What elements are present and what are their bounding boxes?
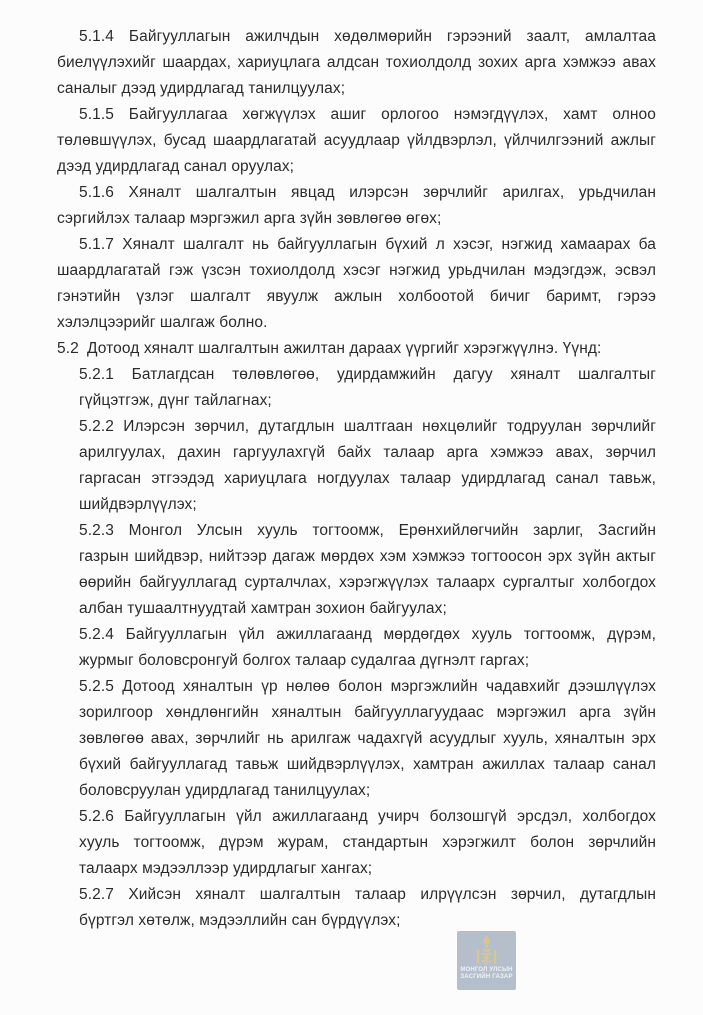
document-text-block bbox=[57, 24, 656, 934]
text-line: бүхий байгууллагад тавьж шийдвэрлүүлэх, хамтран ажиллах талаар санал bbox=[79, 756, 656, 773]
text-line: дээд удирдлагад санал оруулах; bbox=[57, 158, 295, 175]
text-line: шаардлагатай гэж үзсэн тохиолдолд хэсэг нэгжид урьдчилан мэдэгдэж, эсвэл bbox=[57, 262, 656, 279]
text-line: газрын шийдвэр, нийтээр дагаж мөрдөх хэм хэмжээ тогтоосон эрх зүйн актыг bbox=[79, 548, 656, 565]
text-line: биелүүлэхийг шаардах, хариуцлага алдсан тохиолдолд зохих арга хэмжээ авах bbox=[57, 54, 656, 71]
text-line: хэлэлцээрийг шалгаж болно. bbox=[57, 314, 268, 331]
government-stamp bbox=[457, 931, 516, 990]
clause-number: 5.2 bbox=[57, 340, 79, 357]
text-line: 5.1.7 Хяналт шалгалт нь байгууллагын бүхий л хэсэг, нэгжид хамаарах ба bbox=[79, 236, 656, 253]
text-line: 5.2.1 Батлагдсан төлөвлөгөө, удирдамжийн дагуу хяналт шалгалтыг bbox=[79, 366, 656, 383]
paragraph-5-1-4 bbox=[57, 24, 656, 102]
text-line: 5.2.2 Илэрсэн зөрчил, дутагдлын шалтгаан нөхцөлийг тодруулан зөрчлийг bbox=[79, 418, 656, 435]
text-line: бүртгэл хөтөлж, мэдээллийн сан бүрдүүлэх; bbox=[79, 912, 401, 929]
text-line: талаарх мэдээллээр удирдлагыг хангах; bbox=[79, 860, 373, 877]
text-line: 5.1.5 Байгууллагаа хөгжүүлэх ашиг орлогоо нэмэгдүүлэх, хамт олноо bbox=[79, 106, 656, 123]
paragraph-5-1-7 bbox=[57, 232, 656, 336]
stamp-text-line2: ЗАСГИЙН ГАЗАР bbox=[460, 974, 513, 980]
stamp-text-line1: МОНГОЛ УЛСЫН bbox=[460, 967, 513, 973]
paragraph-5-1-6 bbox=[57, 180, 656, 232]
text-line: журмыг боловсронгуй болгох талаар судалгаа дүгнэлт гаргах; bbox=[79, 652, 530, 669]
text-line: сэргийлэх талаар мэргэжил арга зүйн зөвлөгөө өгөх; bbox=[57, 210, 442, 227]
paragraph-5-2-6 bbox=[57, 804, 656, 882]
paragraph-5-2-4 bbox=[57, 622, 656, 674]
text-line: 5.1.6 Хяналт шалгалтын явцад илэрсэн зөрчлийг арилгах, урьдчилан bbox=[79, 184, 656, 201]
text-line: гаргасан этгээдэд хариуцлага ногдуулах талаар удирдлагад санал тавьж, bbox=[79, 470, 656, 487]
text-line: албан тушаалтнуудтай хамтран зохион байгуулах; bbox=[79, 600, 447, 617]
text-line: саналыг дээд удирдлагад танилцуулах; bbox=[57, 80, 346, 97]
paragraph-5-2-2 bbox=[57, 414, 656, 518]
text-line: гүйцэтгэж, дүнг тайлагнах; bbox=[79, 392, 272, 409]
text-line: хууль тогтоомж, дүрэм журам, стандартын хэрэгжилт болон зөрчлийн bbox=[79, 834, 656, 851]
text-line: 5.2.4 Байгууллагын үйл ажиллагаанд мөрдөгдөх хууль тогтоомж, дүрэм, bbox=[79, 626, 656, 643]
text-line: шийдвэрлүүлэх; bbox=[79, 496, 197, 513]
text-line: өөрийн байгууллагад сурталчлах, хэрэгжүүлэх талаарх сургалтыг холбогдох bbox=[79, 574, 656, 591]
paragraph-5-2-7 bbox=[57, 882, 656, 934]
paragraph-5-1-5 bbox=[57, 102, 656, 180]
text-line: боловсруулан удирдлагад танилцуулах; bbox=[79, 782, 371, 799]
text-line: төлөвшүүлэх, бусад шаардлагатай асуудлаар үйлдвэрлэл, үйлчилгээний ажлыг bbox=[57, 132, 656, 149]
text-line: 5.2.5 Дотоод хяналтын үр нөлөө болон мэргэжлийн чадавхийг дээшлүүлэх bbox=[79, 678, 656, 695]
text-line: гэнэтийн үзлэг шалгалт явуулж ажлын холбоотой бичиг баримт, гэрээ bbox=[57, 288, 656, 305]
paragraph-5-2 bbox=[57, 336, 656, 362]
soyombo-icon bbox=[476, 935, 497, 965]
paragraph-5-2-5 bbox=[57, 674, 656, 804]
text-line: 5.1.4 Байгууллагын ажилчдын хөдөлмөрийн гэрээний заалт, амлалтаа bbox=[79, 28, 656, 45]
text-line: 5.2.3 Монгол Улсын хууль тогтоомж, Ерөнхийлөгчийн зарлиг, Засгийн bbox=[79, 522, 656, 539]
text-line: 5.2.6 Байгууллагын үйл ажиллагаанд учирч болзошгүй эрсдэл, холбогдох bbox=[79, 808, 656, 825]
paragraph-5-2-3 bbox=[57, 518, 656, 622]
text-line: арилгуулах, дахин гаргуулахгүй байх талаар арга хэмжээ авах, зөрчил bbox=[79, 444, 656, 461]
paragraph-5-2-1 bbox=[57, 362, 656, 414]
stamp-text bbox=[457, 967, 516, 981]
text-line: зорилгоор хөндлөнгийн хяналтын байгууллагуудаас мэргэжил арга зүйн bbox=[79, 704, 656, 721]
text-line: 5.2.7 Хийсэн хяналт шалгалтын талаар илрүүлсэн зөрчил, дутагдлын bbox=[79, 886, 656, 903]
clause-text: Дотоод хяналт шалгалтын ажилтан дараах үүргийг хэрэгжүүлнэ. Үүнд: bbox=[87, 340, 602, 357]
text-line: зөвлөгөө авах, зөрчлийг нь арилгаж чадахгүй асуудлыг хууль, хяналтын эрх bbox=[79, 730, 656, 747]
